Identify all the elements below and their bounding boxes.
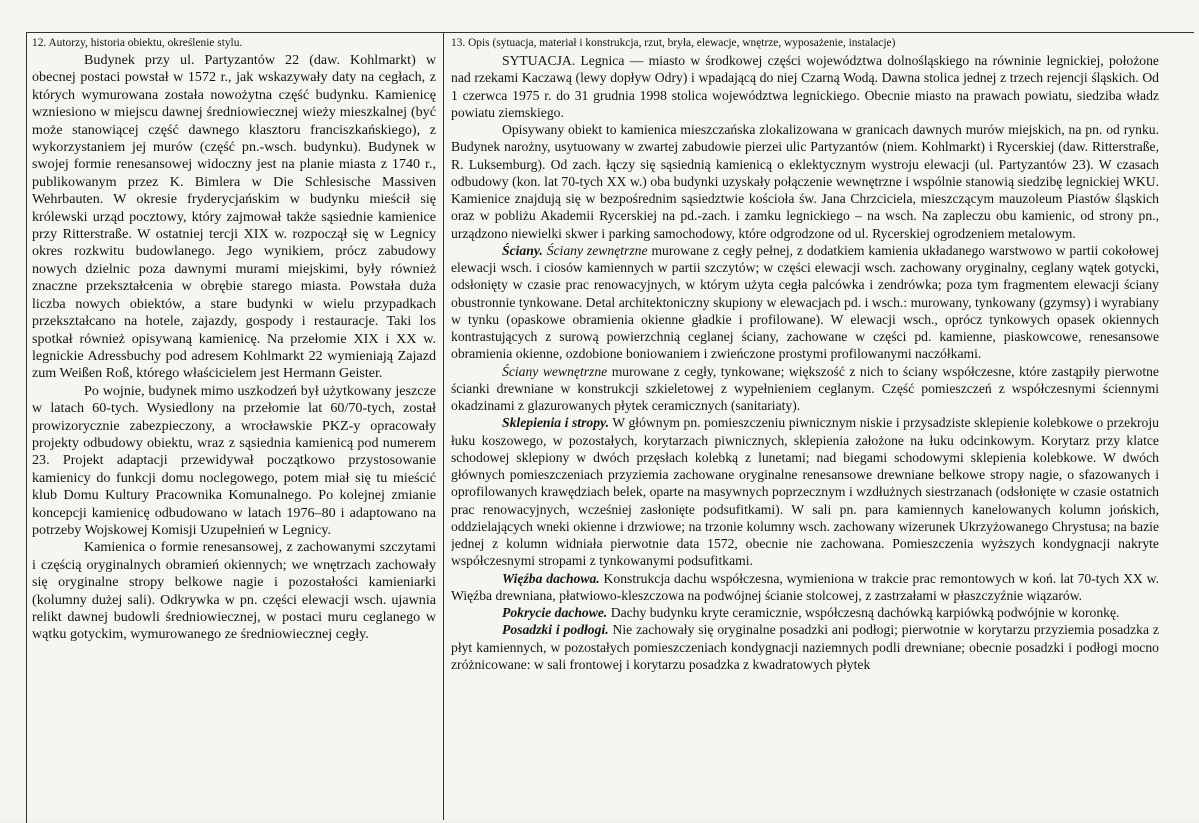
internal-walls-text: murowane z cegły, tynkowane; większość z nich to ściany współczesne, które zastąpiły pierwotne ścianki drewniane w konstrukcji szkieletowej z wypełnieniem ceglanym. Część pomieszczeń z współczesnymi ściennymi okadzinami z glazurowanych płytek ceramicznych (sanitariaty). <box>451 363 1159 413</box>
situation-lead: SYTUACJA. <box>502 53 576 68</box>
internal-walls-subhead: Ściany wewnętrzne <box>502 363 608 379</box>
situation-text: Legnica — miasto w środkowej części województwa dolnośląskiego na równinie legnickiej, położone nad rzekami Kaczawą (lewy dopływ Odry) i wpadającą do niej Czarną Wodą. Dawna stolica jednej z trzech rejencji śląskich. Od 1 czerwca 1975 r. do 31 grudnia 1998 stolica województwa legnickiego. Obecnie miasto na prawach powiatu, siedziba władz powiatu ziemskiego. <box>451 53 1159 120</box>
walls-text: murowane z cegły pełnej, z dodatkiem kamienia układanego warstwowo w partii cokołowej elewacji wsch. i ciosów kamiennych w partii szczytów; w części elewacji wsch. zachowany oryginalny, ceglany wątek gotycki, odsłonięty w czasie prac renowacyjnych, w którym użyta cegła palcówka i zendrówka; poza tym fragmentem elewacji ściany obustronnie tynkowane. Detal architektoniczny skupiony w elewacjach pd. i wsch.: murowany, tynkowany (gzymsy) i wyrabiany w tynku (opaskowe obramienia okienne gładkie i profilowane). W elewacji wsch., oprócz tynkowych opasek okiennych kontrastujących z surową powierzchnią ceglanej ściany, zachowane w części pd. kamienne, piaskowcowe, renesansowe obramienia okienne, ozdobione boniowaniem i zwieńczone prostymi profilowanymi naczółkami. <box>451 242 1159 362</box>
vaults-text: W głównym pn. pomieszczeniu piwnicznym niskie i przysadziste sklepienie kolebkowe o przekroju łuku koszowego, w pozostałych, korytarzach piwnicznych, sklepienia założone na łuku odcinkowym. Korytarz przy klatce schodowej sklepiony w dwóch przęsłach kolebką z lunetami; nad biegami schodowymi sklepienia kolebkowe. W dwóch głównych pomieszczeniach przyziemia zachowane oryginalne renesansowe drewniane belkowe stropy nagie, o sfazowanych i oprofilowanych krawędziach belek, oparte na masywnych poprzecznym i wzdłużnych siestrzanach (odsłonięte w czasie ostatnich prac renowacyjnych, wcześniej zasłonięte podsufitkami). W sali pn. para kamiennych kanelowanych kolumn jońskich, oddzielających wneki okienne i drzwiowe; na trzonie kolumny wsch. zachowany wizerunek Ukrzyżowanego Chrystusa; na bazie jednej z kolumn widniała pierwotnie data 1572, obecnie nie zachowana. Pomieszczenia wyższych kondygnacji nakryte współczesnymi stropami z tynkowanymi podsufitkami. <box>451 415 1159 569</box>
floors-text: Nie zachowały się oryginalne posadzki ani podłogi; pierwotnie w korytarzu przyziemia posadzka z płyt kamiennych, w pozostałych pomieszczeniach kondygnacji naziemnych podli drewniane; obecnie posadzki i podłogi mocno zróżnicowane: w sali frontowej i korytarzu posadzka z kwadratowych płytek <box>451 622 1159 672</box>
walls-lead: Ściany. <box>502 242 543 258</box>
history-column <box>32 36 436 820</box>
roof-truss-text: Konstrukcja dachu współczesna, wymieniona w trakcie prac remontowych w koń. lat 70-tych XX w. Więźba drewniana, płatwiowo-kleszczowa na podwójnej ścianie stolcowej, z zastrzałami w płaszczyźnie wiązarów. <box>451 570 1159 603</box>
floors-paragraph <box>451 621 1159 673</box>
roofing-lead: Pokrycie dachowe. <box>502 605 608 620</box>
vaults-lead: Sklepienia i stropy. <box>502 415 609 431</box>
roof-truss-paragraph <box>451 570 1159 605</box>
column-divider <box>443 32 444 820</box>
roofing-paragraph <box>451 604 1159 621</box>
section-13-heading: 13. Opis (sytuacja, materiał i konstrukcja, rzut, bryła, elewacje, wnętrze, wyposażenie, instalacje) <box>451 37 896 49</box>
vaults-paragraph <box>451 414 1159 569</box>
section-12-heading: 12. Autorzy, historia obiektu, określenie stylu. <box>32 37 243 49</box>
history-paragraph-3: Kamienica o formie renesansowej, z zachowanymi szczytami i częścią oryginalnych obramień okiennych; we wnętrzach zachowały się oryginalne stropy belkowe nagie i pozostałości kamieniarki (kolumny dużej sali). Odkrywka w pn. części elewacji wsch. ujawnia relikt dawnej budowli średniowiecznej, w postaci muru ceglanego w wątku gotyckim, wymurowanego ze średniowiecznej cegły. <box>32 539 436 643</box>
history-paragraph-1: Budynek przy ul. Partyzantów 22 (daw. Kohlmarkt) w obecnej postaci powstał w 1572 r., jak wskazywały daty na cegłach, z których wymurowana została nowożytna część budynku. Kamienicę wzniesiono w miejscu dawnej średniowiecznej wieży mieszkalnej (być może stanowiącej część dawnego klasztoru franciszkańskiego), z wykorzystaniem jej murów (część pn.-wsch. budynku). Budynek w swojej formie renesansowej widoczny jest na planie miasta z 1740 r., publikowanym przez K. Bimlera w Die Schlesische Massiven Wehrbauten. W okresie fryderycjańskim w budynku mieścił się królewski urząd pocztowy, który zajmował także sąsiednie kamienice przy Ritterstraße. W ostatniej tercji XIX w. rozpoczął się w Legnicy okres rozkwitu budowlanego. Jego wynikiem, prócz zabudowy nowych dzielnic poza dawnymi murami miejskimi, były również znaczne przekształcenia w obrębie starego miasta. Powstała duża liczba nowych obiektów, a stare budynki w wielu przypadkach przekształcano na hotele, zajazdy, gospody i restauracje. Taki los spotkał również opisywaną kamienicę. Na przełomie XIX i XX w. legnickie Adressbuchy pod adresem Kohlmarkt 22 wymieniają Zajazd zum Weißen Roß, którego właścicielem jest Hermann Geister. <box>32 52 436 382</box>
external-walls-subhead: Ściany zewnętrzne <box>546 242 648 258</box>
situation-paragraph <box>451 52 1159 121</box>
internal-walls-paragraph <box>451 363 1159 415</box>
location-paragraph: Opisywany obiekt to kamienica mieszczańska zlokalizowana w granicach dawnych murów miejskich, na pn. od rynku. Budynek narożny, usytuowany w zwartej zabudowie pierzei ulic Partyzantów (niem. Kohlmarkt) i Rycerskiej (daw. Ritterstraße, R. Luksemburg). Od zach. łączy się sąsiednią kamienicą o eklektycznym wystroju elewacji (ul. Partyzantów 23). W czasach odbudowy (kon. lat 70-tych XX w.) oba budynki uzyskały połączenie wewnętrzne i wspólnie stanowią siedzibę legnickiej WKU. Kamienice znajdują się w bezpośrednim sąsiedztwie kościoła św. Jana Chrzciciela, mieszczącym mauzoleum Piastów śląskich oraz w pobliżu Akademii Rycerskiej na pd.-zach. i zamku legnickiego – na wsch. Na zapleczu obu kamienic, od strony pn., urządzono niewielki skwer i parking samochodowy, które odgrodzone od ul. Rycerskiej ogrodzeniem metalowym. <box>451 122 1159 241</box>
history-paragraph-2: Po wojnie, budynek mimo uszkodzeń był użytkowany jeszcze w latach 60-tych. Wysiedlony na przełomie lat 60/70-tych, został prowizorycznie zabezpieczony, a wrocławskie PKZ-y opracowały projekty odbudowy obiektu, wraz z sąsiednia kamienicą pod numerem 23. Projekt adaptacji przewidywał początkowo przystosowanie kamienicy do funkcji domu noclegowego, potem miał się tu mieścić klub Domu Kultury Pracownika Komunalnego. Po kolejnej zmianie koncepcji kamienicę odbudowano w latach 1976–80 i adaptowano na potrzeby Wojskowej Komisji Uzupełnień w Legnicy. <box>32 382 436 538</box>
roofing-text: Dachy budynku kryte ceramicznie, współczesną dachówką karpiówką podwójnie w koronkę. <box>607 605 1120 620</box>
walls-paragraph <box>451 242 1159 363</box>
roof-truss-lead: Więźba dachowa. <box>502 570 600 586</box>
floors-lead: Posadzki i podłogi. <box>502 622 609 638</box>
description-column <box>451 36 1159 820</box>
